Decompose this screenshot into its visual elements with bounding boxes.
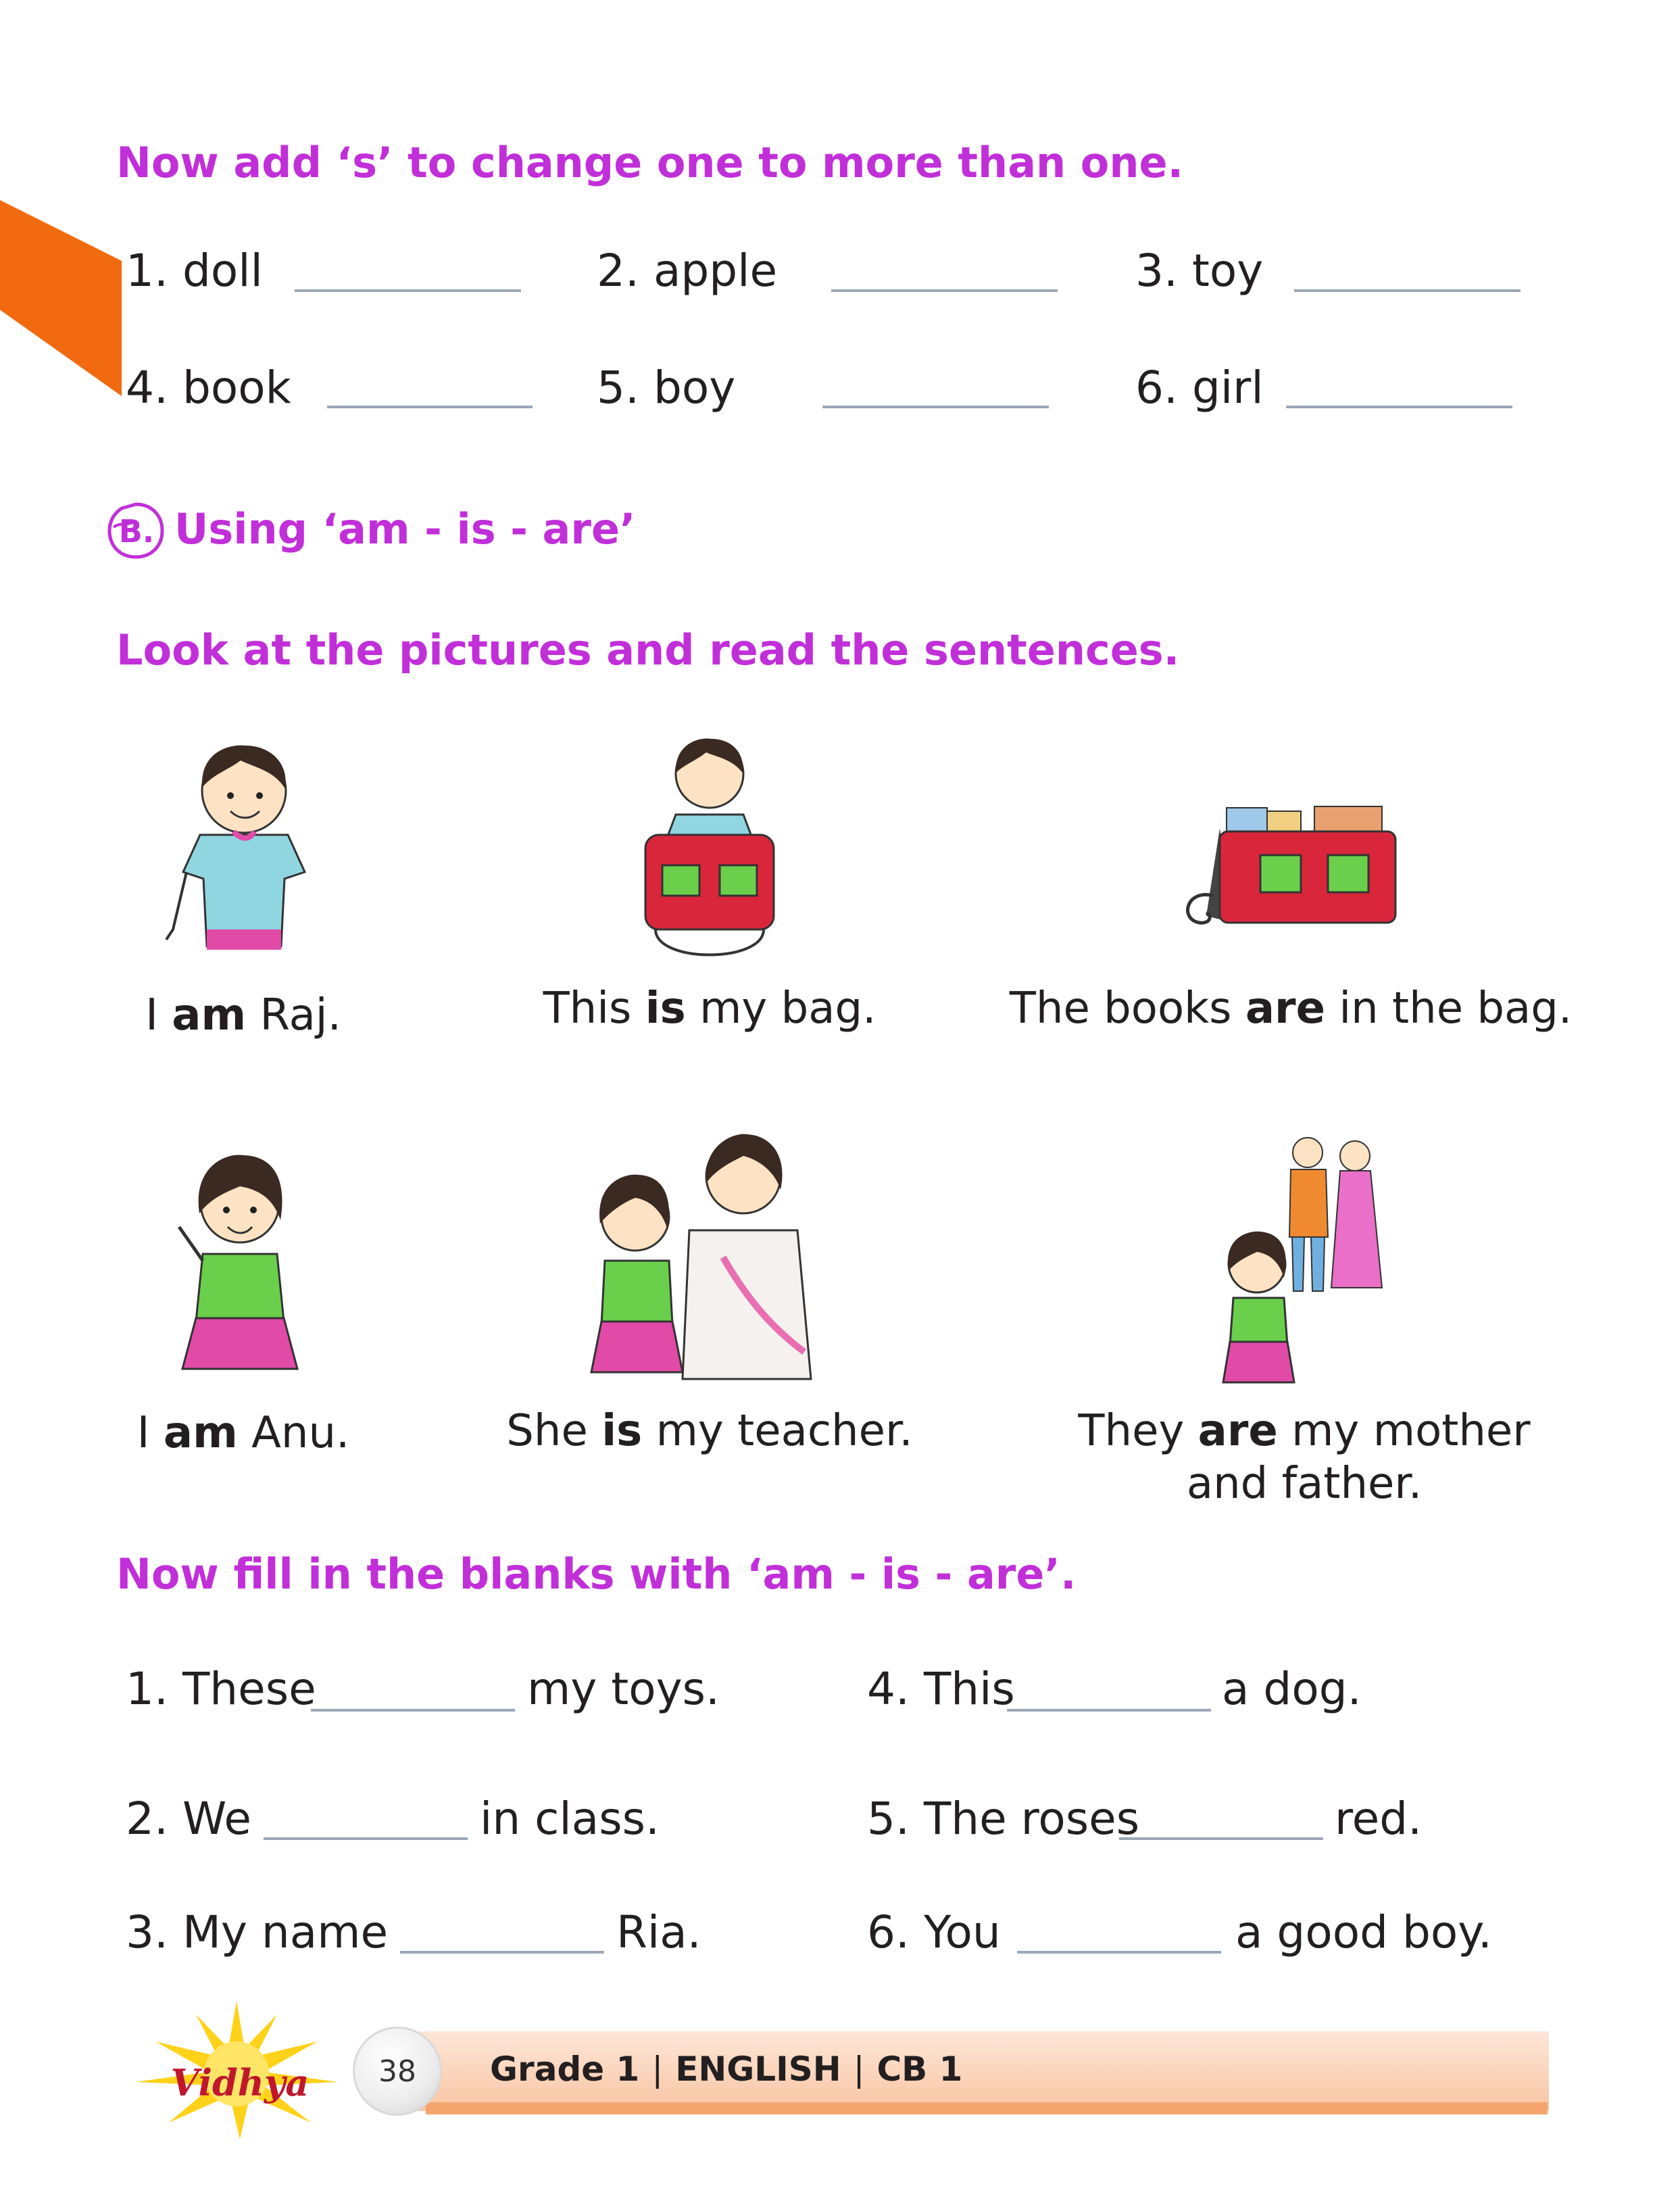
section-b-title: Using ‘am - is - are’ — [174, 504, 636, 554]
section-b-instruction: Look at the pictures and read the sentences. — [116, 625, 1180, 675]
fill-item-5-post: red. — [1335, 1793, 1423, 1845]
boy-with-bag-illustration — [628, 733, 791, 970]
answer-blank[interactable] — [327, 406, 533, 408]
girl-and-teacher-illustration — [588, 1129, 818, 1382]
girl-with-parents-illustration — [1210, 1129, 1412, 1386]
fill-item-6-post: a good boy. — [1235, 1906, 1492, 1958]
item-girl: 6. girl — [1135, 362, 1264, 414]
fill-item-3-pre: 3. My name — [126, 1906, 389, 1958]
fill-blank-4[interactable] — [1007, 1709, 1211, 1712]
footer-book: CB 1 — [876, 2050, 963, 2089]
caption-and-father: and father. — [1186, 1459, 1423, 1509]
caption-she-is-my-teacher: She is my teacher. — [506, 1406, 913, 1456]
answer-blank[interactable] — [295, 289, 521, 292]
footer-subject: ENGLISH — [675, 2050, 841, 2089]
item-toy: 3. toy — [1135, 245, 1264, 297]
anu-illustration — [166, 1146, 314, 1382]
fill-item-3-post: Ria. — [616, 1906, 701, 1958]
page-number-text: 38 — [378, 2054, 416, 2089]
raj-illustration — [159, 733, 328, 960]
footer-grade: Grade 1 — [490, 2050, 640, 2089]
item-boy: 5. boy — [597, 362, 736, 414]
footer-separator: | — [853, 2050, 865, 2089]
answer-blank[interactable] — [1294, 289, 1521, 292]
fill-item-1-post: my toys. — [527, 1663, 720, 1715]
fill-instruction: Now fill in the blanks with ‘am - is - are’. — [116, 1549, 1077, 1599]
page-number — [353, 2027, 442, 2116]
books-in-bag-illustration — [1172, 801, 1402, 936]
fill-blank-2[interactable] — [264, 1837, 468, 1840]
fill-item-2-post: in class. — [480, 1793, 660, 1845]
footer-separator: | — [651, 2050, 664, 2089]
caption-i-am-raj: I am Raj. — [145, 990, 341, 1040]
item-book: 4. book — [126, 362, 291, 414]
item-doll: 1. doll — [126, 245, 263, 297]
caption-books-are-in-the-bag: The books are in the bag. — [1009, 984, 1573, 1034]
vidhya-logo — [122, 1994, 351, 2143]
footer-book-info — [490, 2050, 962, 2089]
item-apple: 2. apple — [597, 245, 778, 297]
fill-item-6-pre: 6. You — [867, 1906, 1001, 1958]
fill-item-1-pre: 1. These — [126, 1663, 316, 1715]
fill-blank-6[interactable] — [1017, 1951, 1221, 1954]
section-b-badge-icon — [107, 502, 165, 560]
fill-item-2-pre: 2. We — [126, 1793, 251, 1845]
vidhya-logo-text: Vidhya — [170, 2061, 310, 2104]
caption-they-are-my-mother: They are my mother — [1078, 1406, 1531, 1456]
caption-i-am-anu: I am Anu. — [137, 1408, 350, 1458]
fill-blank-1[interactable] — [311, 1709, 515, 1712]
answer-blank[interactable] — [822, 406, 1049, 408]
answer-blank[interactable] — [1286, 406, 1512, 408]
section-a-instruction: Now add ‘s’ to change one to more than one. — [116, 138, 1184, 187]
caption-this-is-my-bag: This is my bag. — [543, 984, 876, 1034]
answer-blank[interactable] — [831, 289, 1058, 292]
footer-underline — [426, 2102, 1548, 2114]
corner-tab-decoration — [0, 200, 122, 396]
fill-item-5-pre: 5. The roses — [867, 1793, 1140, 1845]
fill-blank-3[interactable] — [400, 1951, 604, 1954]
fill-blank-5[interactable] — [1119, 1837, 1323, 1840]
section-b-badge-label: B. — [118, 513, 155, 550]
fill-item-4-post: a dog. — [1222, 1663, 1362, 1715]
fill-item-4-pre: 4. This — [867, 1663, 1015, 1715]
